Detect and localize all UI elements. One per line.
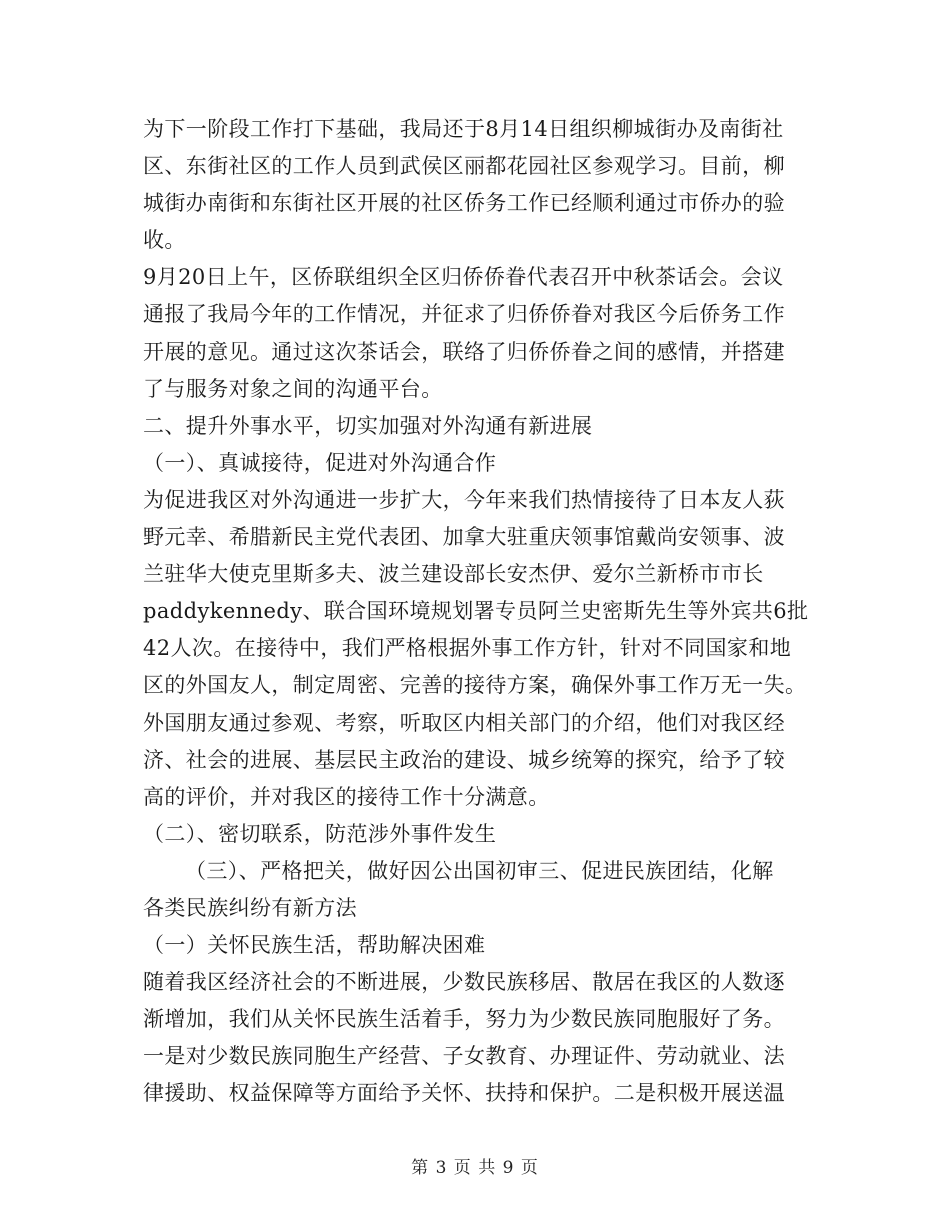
section-heading-continued: 各类民族纠纷有新方法 [143, 895, 357, 920]
text-line: 为下一阶段工作打下基础，我局还于8月14日组织柳城街办及南街社 [143, 117, 784, 141]
text-line: 渐增加，我们从关怀民族生活着手，努力为少数民族同胞服好了务。 [143, 1007, 785, 1032]
subsection-heading: （一）关怀民族生活，帮助解决困难 [143, 933, 486, 958]
text-line: 区的外国友人，制定周密、完善的接待方案，确保外事工作万无一失。 [143, 673, 807, 698]
subsection-heading: （二）、密切联系，防范涉外事件发生 [143, 821, 497, 846]
text-line: 区、东街社区的工作人员到武侯区丽都花园社区参观学习。目前，柳 [143, 154, 785, 179]
text-line: 开展的意见。通过这次茶话会，联络了归侨侨眷之间的感情，并搭建 [143, 339, 785, 364]
text-line: 随着我区经济社会的不断进展，少数民族移居、散居在我区的人数逐 [143, 970, 785, 995]
text-line: 9月20日上午，区侨联组织全区归侨侨眷代表召开中秋茶话会。会议 [143, 265, 784, 290]
page-number-footer: 第 3 页 共 9 页 [411, 1158, 539, 1178]
text-line: 律援助、权益保障等方面给予关怀、扶持和保护。二是积极开展送温 [143, 1081, 785, 1106]
text-line: 一是对少数民族同胞生产经营、子女教育、办理证件、劳动就业、法 [143, 1044, 785, 1069]
subsection-heading: （三）、严格把关，做好因公出国初审三、促进民族团结，化解 [185, 858, 774, 883]
text-line: 济、社会的进展、基层民主政治的建设、城乡统筹的探究，给予了较 [143, 747, 785, 772]
subsection-heading: （一）、真诚接待，促进对外沟通合作 [143, 450, 497, 475]
text-line: 外国朋友通过参观、考察，听取区内相关部门的介绍，他们对我区经 [143, 710, 785, 735]
text-line: 收。 [143, 228, 186, 253]
text-line: 高的评价，并对我区的接待工作十分满意。 [143, 784, 550, 809]
text-line: 野元幸、希腊新民主党代表团、加拿大驻重庆领事馆戴尚安领事、波 [143, 525, 785, 550]
text-line: 42人次。在接待中，我们严格根据外事工作方针，针对不同国家和地 [143, 636, 792, 661]
text-line: 为促进我区对外沟通进一步扩大，今年来我们热情接待了日本友人荻 [143, 487, 785, 512]
text-line: 城街办南街和东街社区开展的社区侨务工作已经顺利通过市侨办的验 [143, 191, 785, 216]
text-line: 兰驻华大使克里斯多夫、波兰建设部长安杰伊、爱尔兰新桥市市长 [143, 562, 764, 587]
text-line: 通报了我局今年的工作情况，并征求了归侨侨眷对我区今后侨务工作 [143, 302, 785, 327]
document-body [143, 111, 809, 1113]
text-line: 了与服务对象之间的沟通平台。 [143, 376, 443, 401]
text-line: paddykennedy、联合国环境规划署专员阿兰史密斯先生等外宾共6批 [143, 599, 809, 624]
section-heading: 二、提升外事水平，切实加强对外沟通有新进展 [143, 413, 593, 438]
